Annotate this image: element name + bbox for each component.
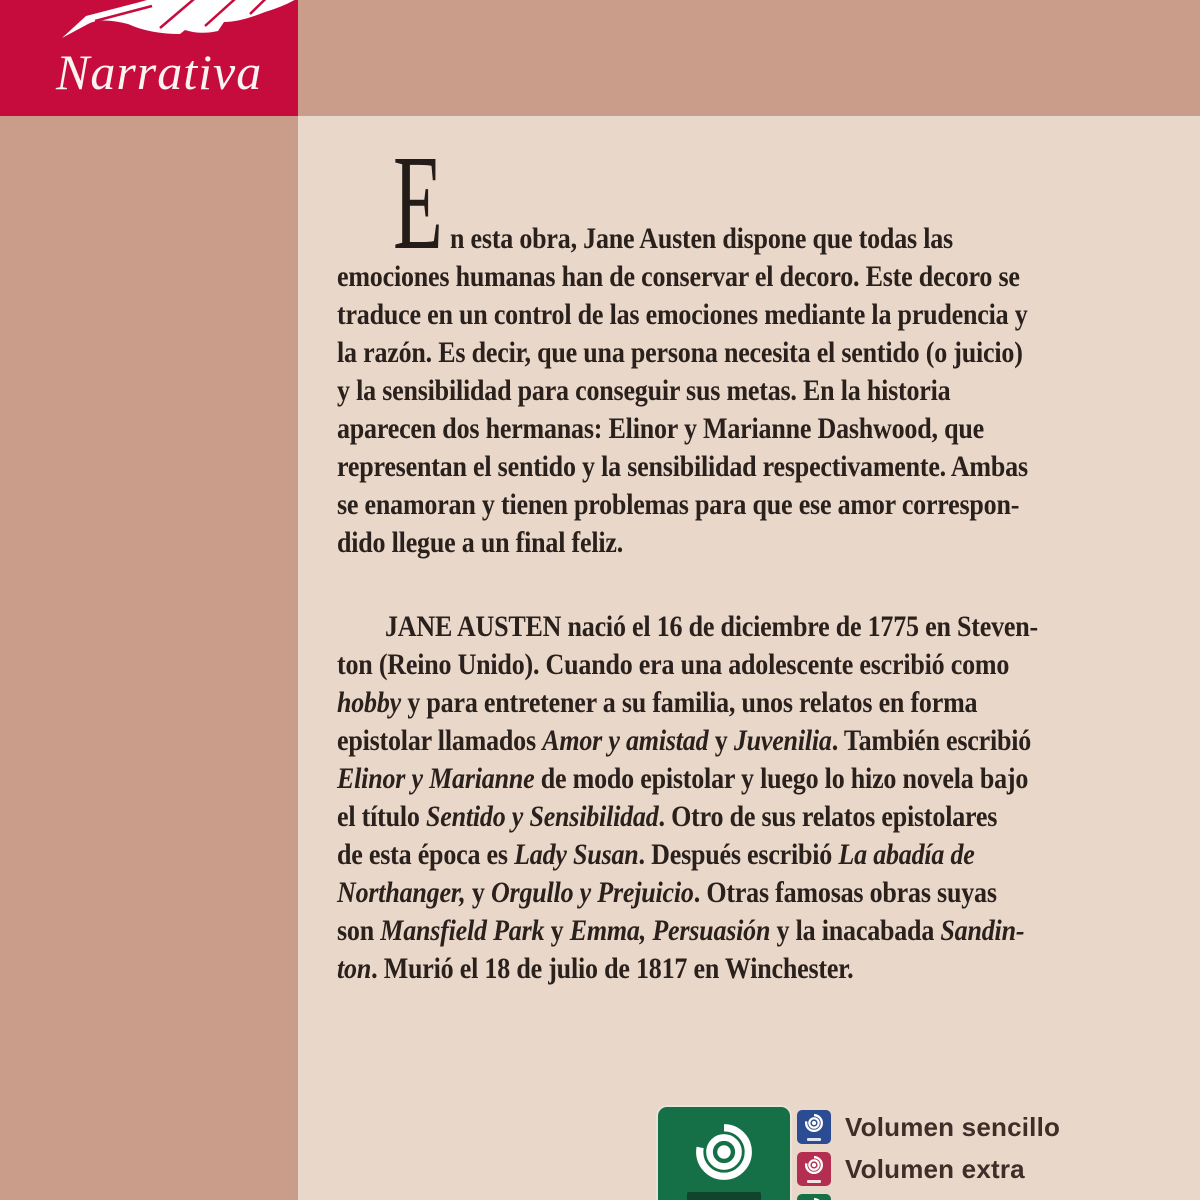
legend-label: Volumen extra (845, 1153, 1025, 1184)
icon-text-smudge (807, 1138, 821, 1141)
text-line: aparecen dos hermanas: Elinor y Marianne Dashwood, que (337, 412, 984, 445)
text-line: el título Sentido y Sensibilidad. Otro de sus relatos epistolares (337, 800, 998, 833)
text-line: se enamoran y tienen problemas para que ese amor correspon- (337, 488, 1020, 521)
circle-arrow-icon (804, 1155, 824, 1175)
author-bio-paragraph (337, 608, 1109, 988)
volume-sencillo-icon (797, 1110, 831, 1144)
legend-label: Volumen sencillo (845, 1111, 1061, 1142)
synopsis-paragraph (337, 220, 1109, 562)
legend-row-extra (797, 1152, 1060, 1186)
volume-type-icon-cutoff (797, 1194, 831, 1200)
collection-name: Narrativa (56, 44, 263, 100)
text-line: traduce en un control de las emociones mediante la prudencia y (337, 298, 1028, 331)
text-line: son Mansfield Park y Emma, Persuasión y la inacabada Sandin- (337, 914, 1025, 947)
text-line: epistolar llamados Amor y amistad y Juvenilia. También escribió (337, 724, 1032, 757)
circle-arrow-icon (804, 1113, 824, 1133)
volume-extra-icon (797, 1152, 831, 1186)
text-line: dido llegue a un final feliz. (337, 526, 624, 559)
drop-cap: E (393, 128, 443, 278)
publisher-logo (658, 1107, 790, 1200)
text-line: representan el sentido y la sensibilidad respectivamente. Ambas (337, 450, 1028, 483)
text-line: emociones humanas han de conservar el decoro. Este decoro se (337, 260, 1020, 293)
text-line: hobby y para entretener a su familia, unos relatos en forma (337, 686, 978, 719)
text-line: y la sensibilidad para conseguir sus metas. En la historia (337, 374, 951, 407)
text-line: Elinor y Marianne de modo epistolar y luego lo hizo novela bajo (337, 762, 1029, 795)
text-line: ton (Reino Unido). Cuando era una adolescente escribió como (337, 648, 1010, 681)
text-line: JANE AUSTEN nació el 16 de diciembre de 1775 en Steven- (385, 610, 1038, 643)
volume-legend (797, 1110, 1060, 1200)
text-line: la razón. Es decir, que una persona necesita el sentido (o juicio) (337, 336, 1023, 369)
text-line: n esta obra, Jane Austen dispone que todas las (450, 222, 953, 255)
legend-row-cutoff (797, 1194, 1060, 1200)
publisher-logo-text-cutoff (687, 1192, 761, 1200)
text-line: de esta época es Lady Susan. Después escribió La abadía de (337, 838, 975, 871)
text-line: Northanger, y Orgullo y Prejuicio. Otras famosas obras suyas (337, 876, 997, 909)
blurb-text (337, 128, 1109, 988)
icon-text-smudge (807, 1180, 821, 1183)
legend-row-sencillo (797, 1110, 1060, 1144)
circle-arrow-icon (693, 1121, 755, 1183)
text-line: ton. Murió el 18 de julio de 1817 en Winchester. (337, 952, 854, 985)
collection-band (0, 0, 298, 116)
